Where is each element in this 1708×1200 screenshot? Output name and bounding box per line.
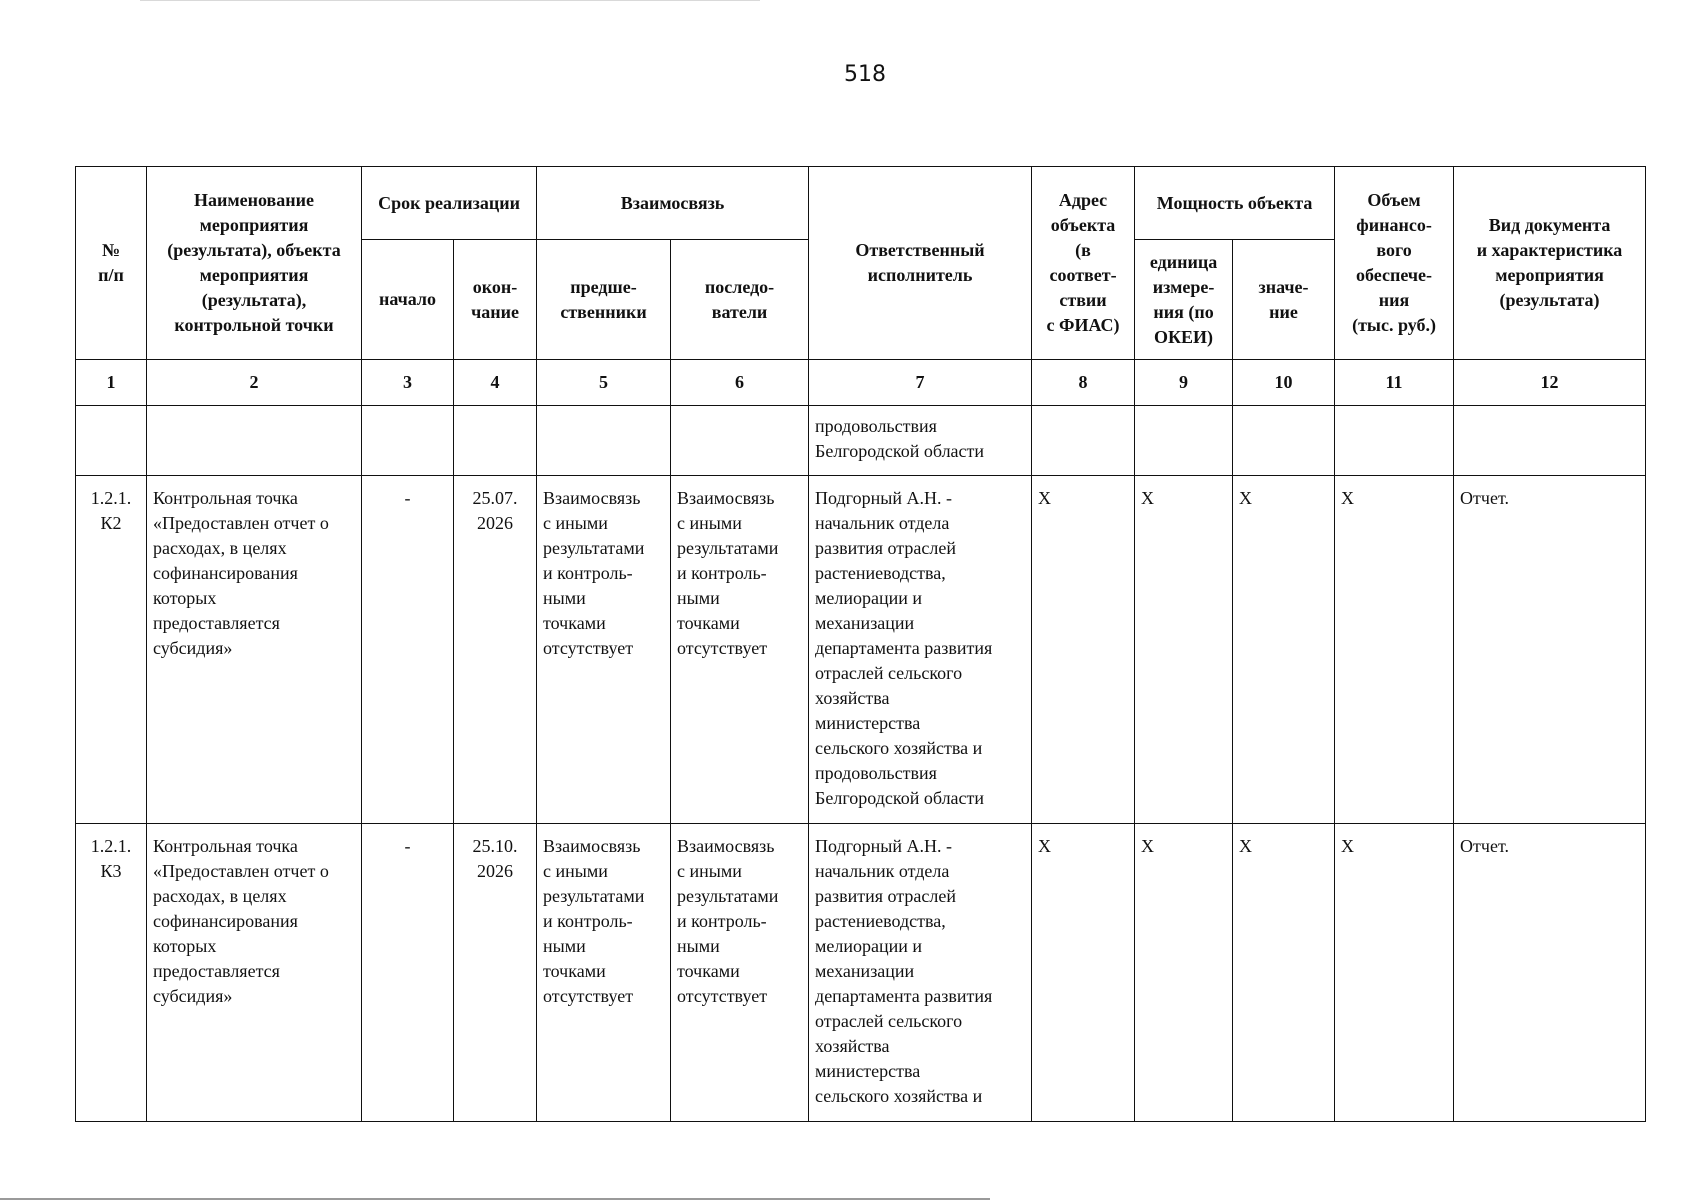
cell-predecessors [537, 406, 671, 476]
cell-end: 25.10. 2026 [454, 824, 537, 1122]
cell-document-type: Отчет. [1454, 824, 1646, 1122]
cell-predecessors: Взаимосвязь с иными результатами и контроль- ными точками отсутствует [537, 476, 671, 824]
cell-end [454, 406, 537, 476]
cell-document-type: Отчет. [1454, 476, 1646, 824]
cell-number: 1.2.1. К3 [76, 824, 147, 1122]
column-number: 5 [537, 360, 671, 406]
measures-table [75, 166, 1646, 1122]
cell-funding: Х [1335, 824, 1454, 1122]
cell-value: Х [1233, 476, 1335, 824]
column-number: 11 [1335, 360, 1454, 406]
column-number: 7 [809, 360, 1032, 406]
column-number: 9 [1135, 360, 1233, 406]
header-group-deadline: Срок реализации [362, 167, 537, 240]
cell-responsible: Подгорный А.Н. - начальник отдела развития отраслей растениеводства, мелиорации и механизации департамента развития отраслей сельского хозяйства министерства сельского хозяйства и [809, 824, 1032, 1122]
cell-start: - [362, 824, 454, 1122]
scan-artifact-line [140, 0, 760, 1]
cell-name: Контрольная точка «Предоставлен отчет о расходах, в целях софинансирования которых предоставляется субсидия» [147, 824, 362, 1122]
cell-funding: Х [1335, 476, 1454, 824]
cell-successors [671, 406, 809, 476]
cell-successors: Взаимосвязь с иными результатами и контроль- ными точками отсутствует [671, 476, 809, 824]
header-name: Наименование мероприятия (результата), объекта мероприятия (результата), контрольной точки [147, 167, 362, 360]
header-value: значе- ние [1233, 240, 1335, 360]
header-group-relations: Взаимосвязь [537, 167, 809, 240]
header-predecessors: предше- ственники [537, 240, 671, 360]
cell-unit: Х [1135, 824, 1233, 1122]
column-number: 2 [147, 360, 362, 406]
header-number: № п/п [76, 167, 147, 360]
cell-value [1233, 406, 1335, 476]
cell-funding [1335, 406, 1454, 476]
header-address: Адрес объекта (в соответ- ствии с ФИАС) [1032, 167, 1135, 360]
cell-address: Х [1032, 824, 1135, 1122]
column-number: 3 [362, 360, 454, 406]
column-number: 4 [454, 360, 537, 406]
table-row [76, 824, 1646, 1122]
cell-unit [1135, 406, 1233, 476]
header-end: окон- чание [454, 240, 537, 360]
cell-end: 25.07. 2026 [454, 476, 537, 824]
cell-responsible: Подгорный А.Н. - начальник отдела развития отраслей растениеводства, мелиорации и механизации департамента развития отраслей сельского хозяйства министерства сельского хозяйства и продовольствия Белгородской области [809, 476, 1032, 824]
cell-address [1032, 406, 1135, 476]
header-unit: единица измере- ния (по ОКЕИ) [1135, 240, 1233, 360]
cell-document-type [1454, 406, 1646, 476]
header-successors: последо- ватели [671, 240, 809, 360]
column-number: 8 [1032, 360, 1135, 406]
page-number: 518 [844, 62, 886, 87]
measures-table-container [75, 166, 1645, 1122]
cell-number: 1.2.1. К2 [76, 476, 147, 824]
table-row [76, 476, 1646, 824]
column-number: 6 [671, 360, 809, 406]
cell-address: Х [1032, 476, 1135, 824]
cell-name [147, 406, 362, 476]
header-group-capacity: Мощность объекта [1135, 167, 1335, 240]
column-number: 1 [76, 360, 147, 406]
cell-name: Контрольная точка «Предоставлен отчет о расходах, в целях софинансирования которых предоставляется субсидия» [147, 476, 362, 824]
column-number: 10 [1233, 360, 1335, 406]
header-funding: Объем финансо- вого обеспече- ния (тыс. руб.) [1335, 167, 1454, 360]
table-row [76, 406, 1646, 476]
cell-predecessors: Взаимосвязь с иными результатами и контроль- ными точками отсутствует [537, 824, 671, 1122]
cell-value: Х [1233, 824, 1335, 1122]
cell-unit: Х [1135, 476, 1233, 824]
header-start: начало [362, 240, 454, 360]
cell-start [362, 406, 454, 476]
cell-number [76, 406, 147, 476]
header-responsible: Ответственный исполнитель [809, 167, 1032, 360]
cell-successors: Взаимосвязь с иными результатами и контроль- ными точками отсутствует [671, 824, 809, 1122]
column-number: 12 [1454, 360, 1646, 406]
cell-responsible: продовольствия Белгородской области [809, 406, 1032, 476]
cell-start: - [362, 476, 454, 824]
header-document-type: Вид документа и характеристика мероприятия (результата) [1454, 167, 1646, 360]
